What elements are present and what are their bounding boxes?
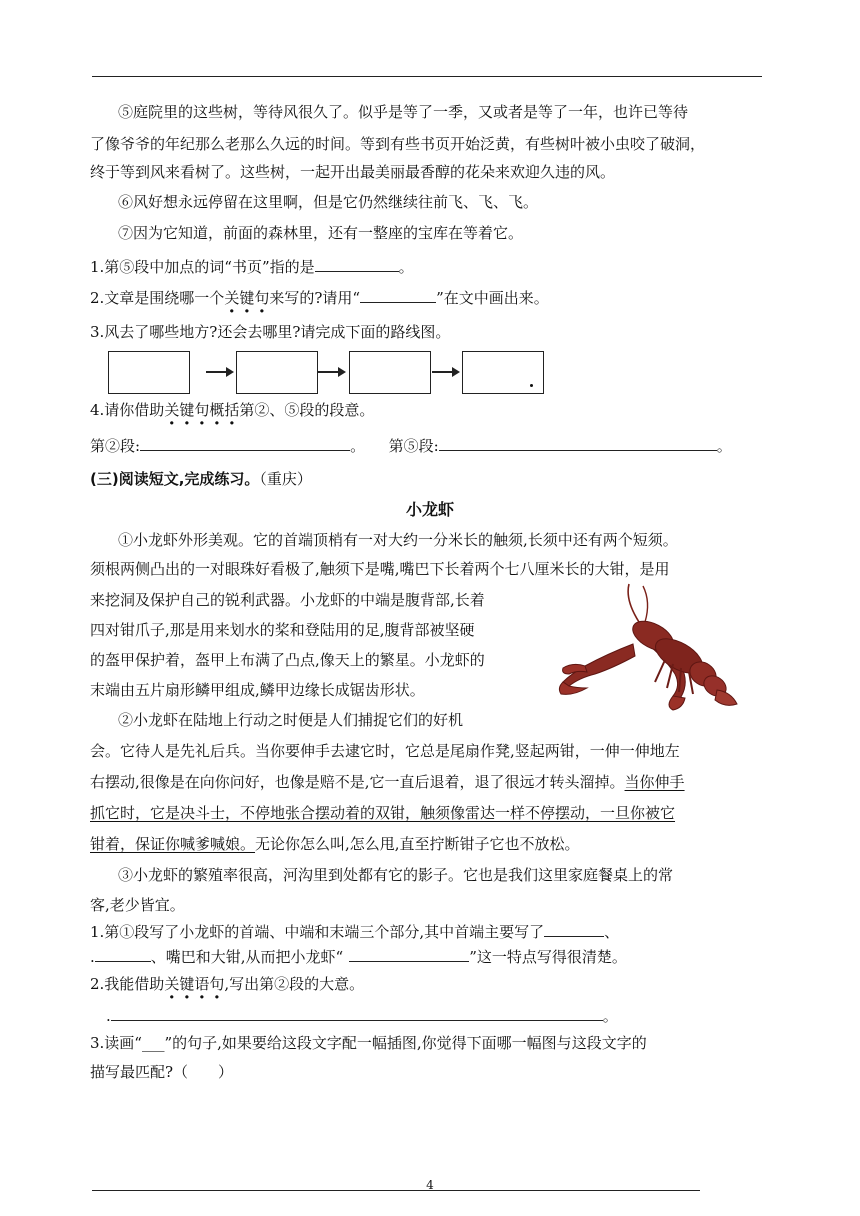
p1-line3: 来挖洞及保护自己的锐利武器。小龙虾的中端是腹背部,长着 (90, 591, 485, 609)
answer-blank[interactable] (315, 257, 399, 272)
article-title: 小龙虾 (405, 500, 454, 519)
b-question-2-answer (106, 1006, 618, 1026)
footer-rule (92, 1190, 700, 1191)
question-2-mid: 来写的?请用“ (269, 289, 361, 307)
para5-line3: 终于等到风来看树了。这些树，一起开出最美丽最香醇的花朵来欢迎久违的风。 (90, 163, 616, 181)
crayfish-photo (555, 582, 740, 717)
p2-line3 (90, 772, 685, 792)
b-question-1-end: ”这一特点写得很清楚。 (469, 948, 627, 966)
section-label: (三)阅读短文,完成练习。 (90, 470, 260, 488)
p2-line5 (90, 834, 580, 854)
answer-blank[interactable] (111, 1006, 603, 1021)
emphasis-char: 关 (224, 289, 240, 307)
question-4-answers (90, 436, 732, 456)
emphasis-char: 键 (179, 975, 195, 993)
b-question-3-line2: 描写最匹配?（ ） (90, 1063, 234, 1081)
p1-line2: 须根两侧凸出的一对眼珠好看极了,触须下是嘴,嘴巴下长着两个七八厘米长的大钳，是用 (90, 560, 670, 578)
p1-line6: 末端由五片扇形鳞甲组成,鳞甲边缘长成锯齿形状。 (90, 681, 425, 699)
answer-blank[interactable] (349, 947, 469, 962)
p3-line2: 客,老少皆宜。 (90, 896, 185, 914)
emphasis-char: 键 (239, 289, 255, 307)
emphasis-char: 句 (209, 975, 225, 993)
b-question-1-mid: 、嘴巴和大钳,从而把小龙虾“ (150, 948, 344, 966)
question-4-post: 第②、⑤段的段意。 (239, 401, 375, 419)
underlined-sentence: 钳着，保证你喊爹喊娘。 (90, 835, 256, 853)
route-box-2[interactable] (236, 351, 318, 394)
punct: 。 (716, 437, 732, 455)
p2-line3-text: 右摆动,很像是在向你问好，也像是赔不是,它一直后退着，退了很远才转头溜掉。 (90, 773, 625, 791)
header-rule (92, 76, 762, 77)
question-2-text: 2.文章是围绕哪一个 (90, 289, 225, 307)
p2-line1: ②小龙虾在陆地上行动之时便是人们捕捉它们的好机 (118, 711, 464, 729)
emphasis-char: 语 (194, 975, 210, 993)
b-question-2-pre: 2.我能借助 (90, 975, 165, 993)
route-box-4[interactable] (462, 351, 544, 394)
dot-mark: . (106, 1007, 111, 1025)
answer-blank[interactable] (95, 947, 151, 962)
answer-blank[interactable] (544, 922, 604, 937)
dotted-keyword (164, 401, 239, 419)
answer-label-2: 第②段: (90, 437, 141, 455)
b-question-1-text: 1.第①段写了小龙虾的首端、中端和末端三个部分,其中首端主要写了 (90, 923, 545, 941)
punct: 。 (398, 258, 414, 276)
question-4-pre: 4.请你借助 (90, 401, 165, 419)
section-heading (90, 469, 312, 489)
emphasis-char: 句 (194, 401, 210, 419)
emphasis-char: 括 (224, 401, 240, 419)
b-question-1-line1 (90, 922, 619, 942)
arrow-right-icon (206, 371, 232, 373)
question-2-post: ”在文中画出来。 (436, 289, 549, 307)
question-1-text: 1.第⑤段中加点的词“书页”指的是 (90, 258, 315, 276)
b-question-2-post: ,写出第②段的大意。 (224, 975, 365, 993)
period-dot (530, 384, 533, 387)
page-number: 4 (426, 1178, 434, 1192)
para5-line1: ⑤庭院里的这些树，等待风很久了。似乎是等了一季，又或者是等了一年，也许已等待 (118, 103, 689, 121)
section-source: （重庆） (259, 470, 312, 488)
emphasis-char: 键 (179, 401, 195, 419)
para7: ⑦因为它知道，前面的森林里，还有一整座的宝库在等着它。 (118, 224, 524, 242)
answer-blank[interactable] (439, 436, 717, 451)
question-1 (90, 257, 414, 277)
para6: ⑥风好想永远停留在这里啊，但是它仍然继续往前飞、飞、飞。 (118, 193, 539, 211)
arrow-right-icon (432, 371, 458, 373)
dotted-keyword (164, 975, 224, 993)
emphasis-char: 关 (164, 975, 180, 993)
para5-line2: 了像爷爷的年纪那么老那么久远的时间。等到有些书页开始泛黄，有些树叶被小虫咬了破洞， (90, 135, 706, 153)
punct: 、 (604, 923, 620, 941)
emphasis-char: 概 (209, 401, 225, 419)
question-4 (90, 400, 374, 420)
punct: 。 (350, 437, 366, 455)
p3-line1: ③小龙虾的繁殖率很高，河沟里到处都有它的影子。它也是我们这里家庭餐桌上的常 (118, 866, 674, 884)
p2-line2: 会。它待人是先礼后兵。当你要伸手去逮它时，它总是尾扇作凳,竖起两钳，一伸一伸地左 (90, 742, 680, 760)
b-question-1-line2 (90, 947, 627, 967)
emphasis-char: 关 (164, 401, 180, 419)
p1-line1: ①小龙虾外形美观。它的首端顶梢有一对大约一分米长的触须,长须中还有两个短须。 (118, 531, 678, 549)
punct: 。 (602, 1007, 618, 1025)
b-question-2 (90, 974, 364, 994)
p2-line5-text: 无论你怎么叫,怎么甩,直至拧断钳子它也不放松。 (255, 835, 580, 853)
question-2 (90, 288, 549, 308)
question-3: 3.风去了哪些地方?还会去哪里?请完成下面的路线图。 (90, 323, 451, 341)
route-box-1[interactable] (108, 351, 190, 394)
b-question-3-line1: 3.读画“___”的句子,如果要给这段文字配一幅插图,你觉得下面哪一幅图与这段文字的 (90, 1034, 647, 1052)
underlined-sentence: 当你伸手 (624, 773, 685, 791)
underlined-sentence: 抓它时，它是决斗士，不停地张合摆动着的双钳，触须像雷达一样不停摆动，一旦你被它 (90, 804, 676, 822)
dot-mark: . (90, 948, 95, 966)
emphasis-char: 句 (254, 289, 270, 307)
answer-label-5: 第⑤段: (388, 437, 439, 455)
answer-blank[interactable] (360, 288, 436, 303)
dotted-keyword (224, 289, 269, 307)
arrow-right-icon (318, 371, 344, 373)
p1-line5: 的盔甲保护着，盔甲上布满了凸点,像天上的繁星。小龙虾的 (90, 651, 485, 669)
route-box-3[interactable] (349, 351, 431, 394)
answer-blank[interactable] (140, 436, 350, 451)
p1-line4: 四对钳爪子,那是用来划水的桨和登陆用的足,腹背部被坚硬 (90, 621, 475, 639)
